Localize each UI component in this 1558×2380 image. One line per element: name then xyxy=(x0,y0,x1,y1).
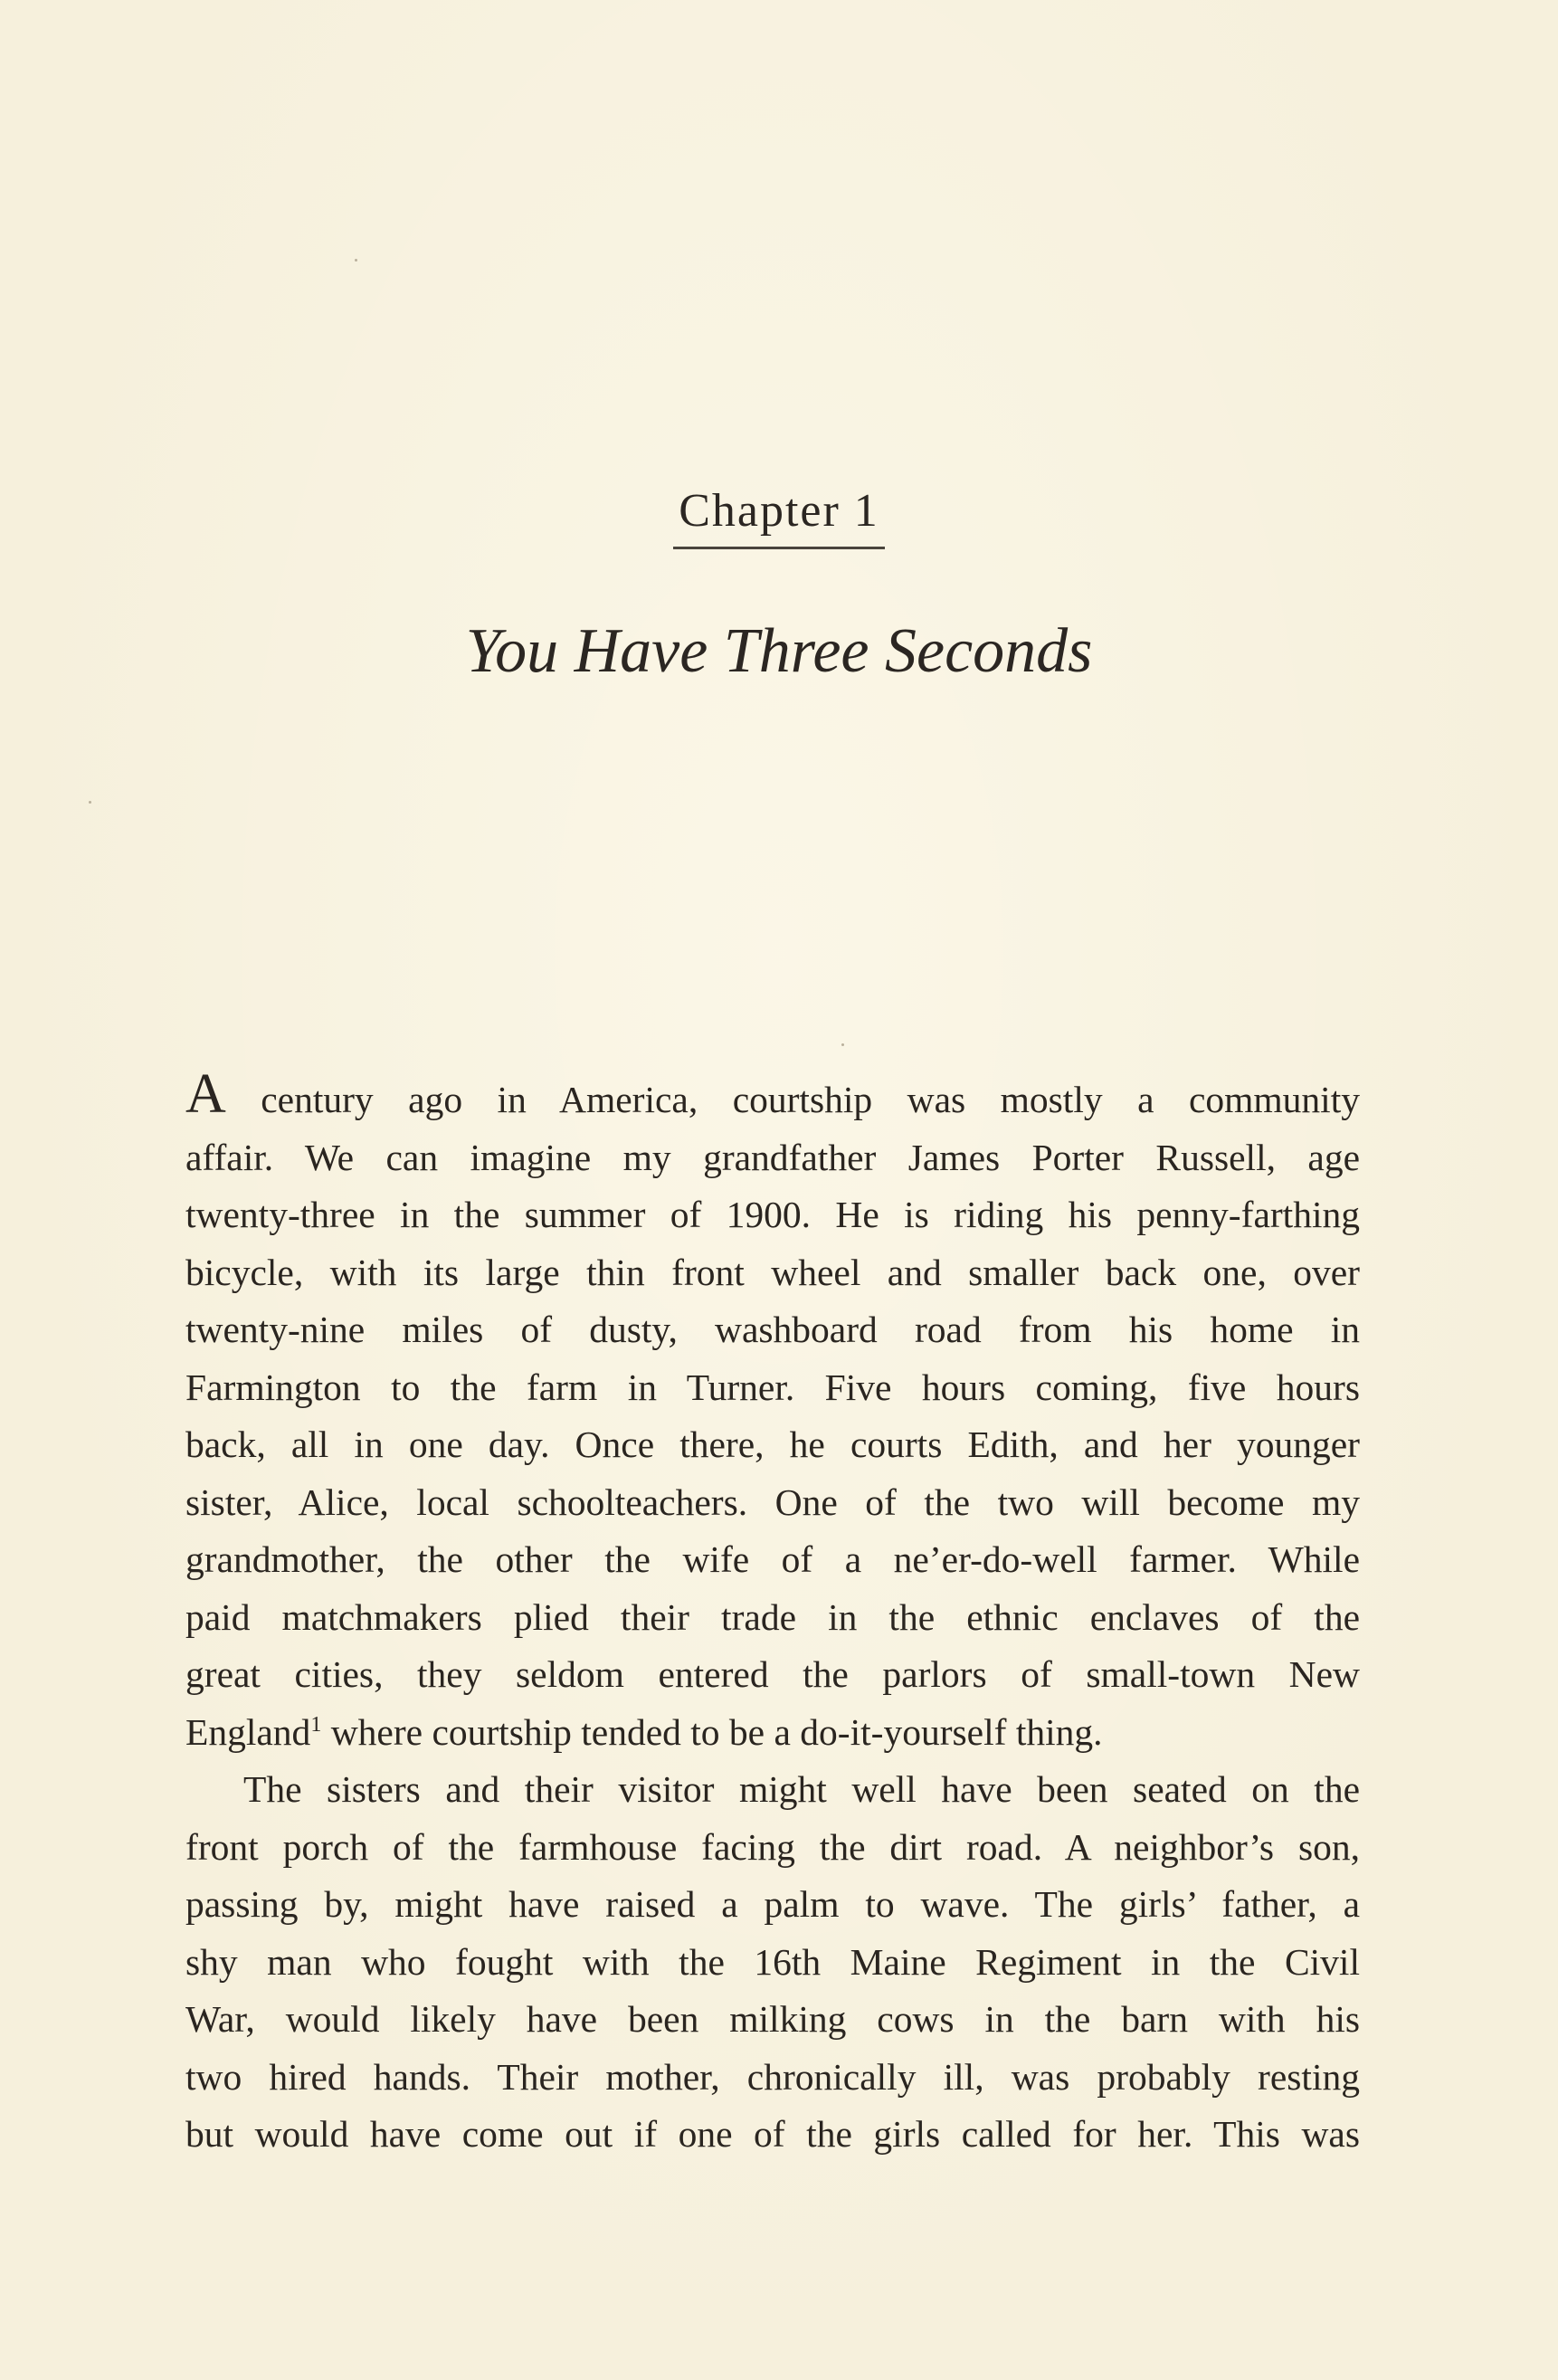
text-line: A century ago in America, courtship was mostly a community xyxy=(185,1063,1360,1125)
text-line: grandmother, the other the wife of a ne’er-do-well farmer. While xyxy=(185,1538,1360,1580)
chapter-title: You Have Three Seconds xyxy=(465,616,1093,686)
paragraph-1 xyxy=(185,1063,1360,1761)
paper-speck xyxy=(841,1043,844,1046)
paper-speck xyxy=(355,259,357,262)
text-line: Farmington to the farm in Turner. Five hours coming, five hours xyxy=(185,1366,1360,1408)
text-line: twenty-nine miles of dusty, washboard road from his home in xyxy=(185,1309,1360,1350)
chapter-label xyxy=(0,484,1558,549)
text-line: shy man who fought with the 16th Maine Regiment in the Civil xyxy=(185,1940,1360,1983)
chapter-number: Chapter 1 xyxy=(673,484,885,549)
text-line: passing by, might have raised a palm to wave. The girls’ father, a xyxy=(185,1883,1360,1925)
text-line: England$^1$ where courtship tended to be a do-it-yourself thing. xyxy=(185,1710,1103,1753)
text-line: but would have come out if one of the girls called for her. This was xyxy=(185,2113,1360,2155)
text-line: The sisters and their visitor might well have been seated on the xyxy=(243,1768,1360,1810)
text-line: affair. We can imagine my grandfather James Porter Russell, age xyxy=(185,1136,1360,1178)
paper-speck xyxy=(89,801,91,804)
text-line: War, would likely have been milking cows in the barn with his xyxy=(185,1998,1360,2040)
text-line: back, all in one day. Once there, he courts Edith, and her younger xyxy=(185,1423,1360,1465)
drop-cap: A xyxy=(185,1063,226,1125)
text-line: two hired hands. Their mother, chronically ill, was probably resting xyxy=(185,2055,1360,2098)
text-line: twenty-three in the summer of 1900. He is riding his penny-farthing xyxy=(185,1194,1360,1235)
footnote-marker[interactable]: 1 xyxy=(310,1712,322,1737)
text-line: paid matchmakers plied their trade in the ethnic enclaves of the xyxy=(185,1595,1360,1638)
text-line: front porch of the farmhouse facing the dirt road. A neighbor’s son, xyxy=(185,1825,1360,1868)
text-line: sister, Alice, local schoolteachers. One of the two will become my xyxy=(185,1480,1360,1523)
text-line: great cities, they seldom entered the parlors of small-town New xyxy=(185,1653,1360,1695)
paragraph-2 xyxy=(185,1761,1360,2164)
body-text xyxy=(185,1063,1360,2164)
text-line: bicycle, with its large thin front wheel and smaller back one, over xyxy=(185,1251,1360,1293)
